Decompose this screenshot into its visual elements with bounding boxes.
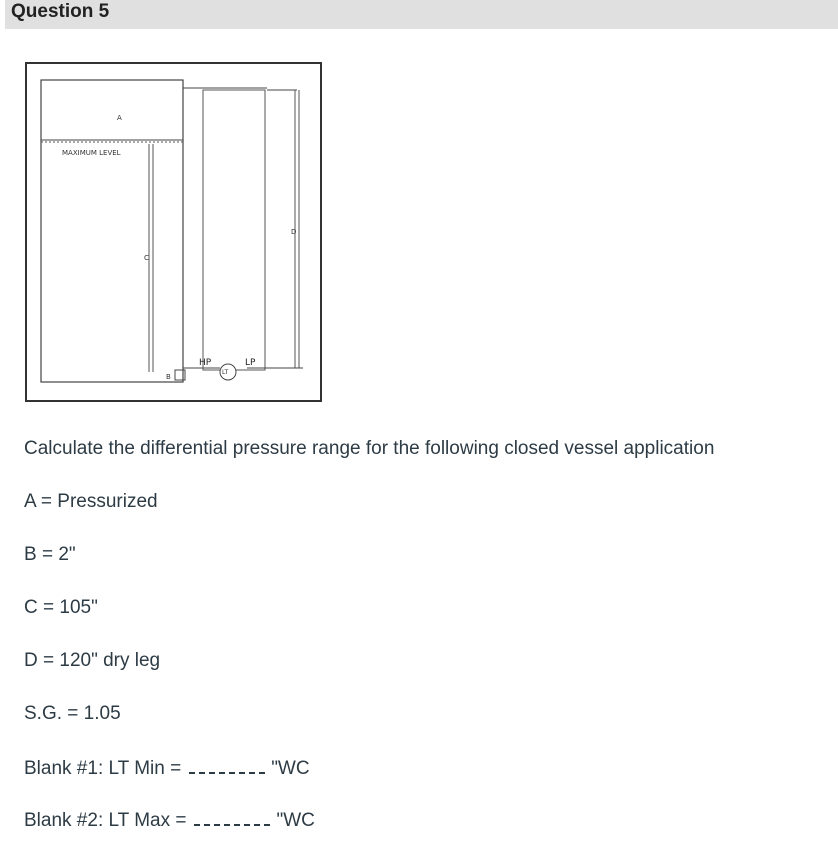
label-c: C	[144, 254, 149, 262]
label-b: B	[166, 373, 171, 381]
blank-2-input[interactable]	[194, 808, 270, 826]
vessel-diagram	[25, 62, 323, 403]
blank-1-label: Blank #1: LT Min =	[24, 758, 182, 779]
given-d: D = 120" dry leg	[24, 650, 161, 671]
label-a: A	[117, 114, 122, 122]
lp-leg-outline	[203, 90, 265, 370]
given-b: B = 2"	[24, 544, 76, 565]
blank-2-unit: "WC	[276, 810, 315, 831]
label-d: D	[291, 228, 297, 236]
question-header	[5, 0, 838, 29]
given-sg: S.G. = 1.05	[24, 703, 121, 724]
blank-2-label: Blank #2: LT Max =	[24, 810, 187, 831]
label-lt: LT	[222, 369, 229, 376]
blank-1-row	[24, 756, 310, 780]
vessel-diagram-svg	[25, 62, 323, 403]
label-hp: HP	[199, 358, 212, 368]
blank-1-input[interactable]	[189, 756, 265, 774]
label-lp: LP	[245, 358, 256, 368]
label-max-level: MAXIMUM LEVEL	[62, 149, 121, 157]
given-c: C = 105"	[24, 597, 98, 618]
blank-1-unit: "WC	[271, 758, 310, 779]
given-a: A = Pressurized	[24, 491, 158, 512]
vessel-outline	[41, 80, 183, 382]
diagram-frame	[26, 63, 321, 401]
question-title: Question 5	[11, 1, 110, 22]
question-prompt: Calculate the differential pressure range for the following closed vessel application	[24, 438, 715, 459]
blank-2-row	[24, 808, 315, 832]
